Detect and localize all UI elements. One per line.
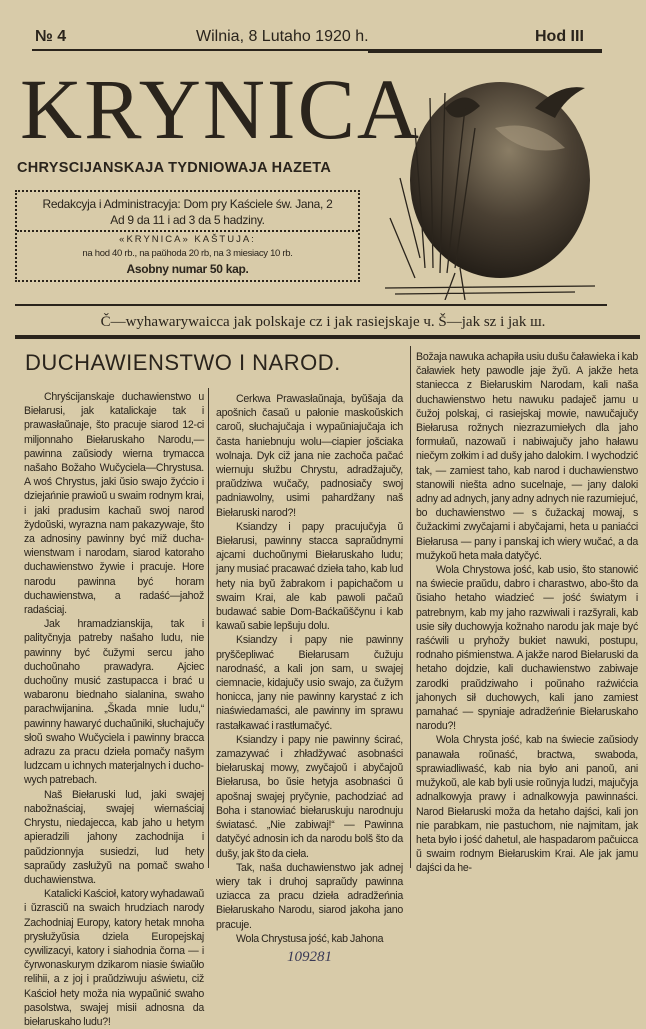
- masthead-thick-rule: [15, 335, 640, 339]
- top-rule-thick: [368, 50, 602, 53]
- subscription-prices: na hod 40 rb., na paŭhoda 20 rb, na 3 miesiacy 10 rb.: [82, 248, 293, 259]
- orthography-note: Č—wyhawarywaicca jak polskaje cz i jak rasiejskaje ч. Š—jak sz i jak ш.: [100, 314, 546, 330]
- issue-number: № 4: [35, 28, 67, 45]
- article-column-2: [216, 392, 403, 966]
- paragraph: Wola Chrystowa jość, kab usio, što stanowić na świecie praŭdu, dabro i charastwo, abo-što da ŭsiaho hetaho wiadzieć — jość światym i patrebnym, kab my jaho razwiwali i razšyrali, kab usie siły duchowyja kožnaho narodu jak maje być raśćwili u pryhožy bukiet nawuki, postupu, rodnaho piśmienstwa. A jakže narod Biełaruski da hetaho dojdzie, kali duchawienstwo zabiwaje zarodki praŭdziwaho i poŭnaho raźwićcia jahonych sił duchowych, kali jano zamiest pamahać — spyniaje adradžeńnie Biełaruskaho narodu?!: [416, 564, 638, 733]
- price-heading: «KRYNICA» KAŠTUJA:: [119, 234, 256, 245]
- paragraph: Ksiandzy i papy pracujučyja ŭ Biełarusi, pawinny stacca sapraŭdnymi ajcami duchoŭnymi Biełaruskaho ludu; jany musiać pracawać dzieła taho, kab lud hety nia byŭ žabrakom i papichačom u swaim Krai, ale kab pawoli pačaŭ budawać sabie Dom-Baćkaŭščynu i kab kawaŭ sabie lepšuju dolu.: [216, 520, 403, 633]
- single-issue-price: Asobny numar 50 kap.: [126, 262, 249, 276]
- article-column-1: [24, 390, 204, 1029]
- article-headline: DUCHAWIENSTWO I NAROD.: [25, 350, 341, 375]
- editorial-address: Redakcyja i Administracyja: Dom pry Kaściele św. Jana, 2: [42, 197, 333, 211]
- paragraph: Tak, naša duchawienstwo jak adnej wiery tak i druhoj sapraŭdy pawinna uziacca za pracu dzieła adradžeńnia Biełaruskaho Narodu, siarod jakoha jano pracuje.: [216, 861, 403, 931]
- handwritten-archive-number: 109281: [287, 948, 332, 965]
- paragraph: Ksiandzy i papy nie pawinny ścirać, zamazywać i zhładžywać asobnaści biełaruskaj mowy, zwyčajoŭ i abyčajoŭ Biełarusa, bo ŭsie hetyja asobnaści ŭ apošnaj swajej pryčynie, pachodziać ad Boha i stanowiać biełaruskuju narodnuju światasć. „Nie zabiwaj!“ — Pawinna datyčyć adnosin ich da narodu bolš što da dušy, jak što da cieła.: [216, 733, 403, 860]
- paragraph: Naš Biełaruski lud, jaki swajej nabožnaściaj, swajej wiernaściaj Chrystu, niedajecca, kab jaho u hetym apieradzili jahony zachodnija i paŭdzionnyja susiedzi, lud hety sapraŭdy zasłužyŭ na pomač swaho duchawienstwa.: [24, 788, 204, 886]
- masthead-illustration: [385, 68, 605, 300]
- column-divider: [208, 388, 209, 868]
- paragraph: Wola Chrysta jość, kab na świecie zaŭsiody panawała roŭnaść, bractwa, swaboda, sprawiadliwaść, kab nia było ani panoŭ, ani mužykoŭ, ale kab byli usie roŭnyja ludzi, majučyja adnalkowyja prawy i adnalkowyja pawinnaści. Narod Biełaruski moža da hetaho dajści, kali jon nie parabkam, nie pastuchom, nie najmitam, jak heta było i jość dahetul, ale haspadarom pačuicca ŭ swaim rodnym Biełaruskim Krai. Ale jak jamu dajści da he-: [416, 734, 638, 875]
- paragraph: Jak hramadzianskija, tak i palityčnyja patreby našaho ludu, nie pawinny być čužymi sercu jaho duchoŭnaho prawadyra. Ajciec duchoŭny musić zastupacca i brać u wabaronu biednaho sialanina, swaho parachwijanina. „Škada mnie ludu,“ pawinny hawaryć duchaŭniki, słuchajučy słoŭ swaho Wučyciela i pawinny bracca adrazu za pracu dzieła pomačy našym ludzcam u ichnych materjalnych i duchowych patrebach.: [24, 618, 204, 787]
- dateline: Wilnia, 8 Lutaho 1920 h.: [196, 28, 369, 45]
- paragraph: Chryścijanskaje duchawienstwo u Biełarusi, jak katalickaje tak i prawasłaŭnaje, što pracuje siarod 12-ci miljonnaho Biełaruskaho Narodu,—pawinna zaŭsiody wierna trymacca našaho Božaho Wučyciela—Chrystusa. A woś Chrystus, jaki ŭsio swajo žyćcio i dziejańnie prawioŭ u swaim rodnym krai, i jaki pradusim kachaŭ swoj narod žydoŭski, wyrazna nam pakazywaje, što za adnosiny pawinny być miž duchawienstwam i narodam, siarod katoraho duchawienstwo žywie i pracuje. Hore narodu pawinna być horam duchawienstwa, a radaść—jahož radaściaj.: [24, 391, 204, 617]
- column-divider: [410, 346, 411, 868]
- paragraph: Katalicki Kaścioł, katory wyhadawaŭ i ŭzrasciŭ na swaich hrudziach narody Zachodniaj Europy, katory hetak mnoha prysłužyŭsia dziela Europejskaj cywilizacyi, katory i siahodnia čorna — i čyrwonaskurym dzikarom niasie świaŭło relihii, a z joj i praŭdziwuju aświetu, ciž Kaścioł hety moža nia wypaŭnić swaho pasolstwa, swajej misii adnosna da biełaruskaho ludu?!: [24, 888, 204, 1028]
- newspaper-subtitle: CHRYSCIJANSKAJA TYDNIOWAJA HAZETA: [17, 160, 332, 176]
- paragraph: Cerkwa Prawasłaŭnaja, byŭšaja da apošnich časaŭ u pałonie maskoŭskich caroŭ, słuchajučaja i wypaŭniajučaja ich časta haniebnuju wolu—ciapier jošciaka wolnaja. Dyk ciž jana nie zachoča pačać wiernuju słužbu Chrystu, adradžajučy, praŭdziwa wučačy, padnosiačy swoj padniawolny, usimi pahardžany naš Biełaruski narod?!: [216, 393, 403, 519]
- newspaper-title: KRYNICA: [20, 61, 422, 157]
- office-hours: Ad 9 da 11 i ad 3 da 5 hadziny.: [110, 213, 265, 227]
- paragraph: Wola Chrystusa jość, kab Jahona: [236, 932, 384, 945]
- paragraph: Božaja nawuka achapiła usiu dušu čaławieka i kab čaławiek hety pawodle jaje žyŭ. A jakže heta staniecca z Biełaruskim Narodam, kali naša duchawienstwo hetu nawuku padaječ jamu u čužoj polskaj, ci rasiejskaj mowie, nawučajučy Biełarusa rožnych niezrazumiełych dla jaho formułaŭ, nazowaŭ i nabiwajučy jaho haławu niečym zołkim i ad dušy jaho dalokim. I wychodzić tak, — zamiest taho, kab narod i duchawienstwo stanowili niešta adno sucelnaje, — jany daloki adny ad adnych, jany adny adnych nie razumiejuć, bo duchawienstwo — s čužackaj mowaj, s čužackimi zwyčajami i abyčajami, heta u paniaćci Biełarusa — pany i panskaj ich wiery wučać, a da mužykoŭ heta mała datyčyć.: [416, 351, 638, 562]
- article-column-3: [416, 350, 638, 876]
- volume-year: Hod III: [535, 28, 584, 45]
- box-divider: [17, 230, 358, 232]
- masthead-rule: [15, 304, 607, 306]
- paragraph: Ksiandzy i papy nie pawinny pryščepliwać Biełarusam čužuju narodnaść, a kali jon sam, u swajej ciemnacie, kidajučy usio swajo, za čužym honicca, jany nie pawinny karystać z ich niaświedamaści, ale pawinny im sprawu rastałkawać i rastłumačyć.: [216, 634, 403, 732]
- editorial-info-box: [15, 190, 360, 282]
